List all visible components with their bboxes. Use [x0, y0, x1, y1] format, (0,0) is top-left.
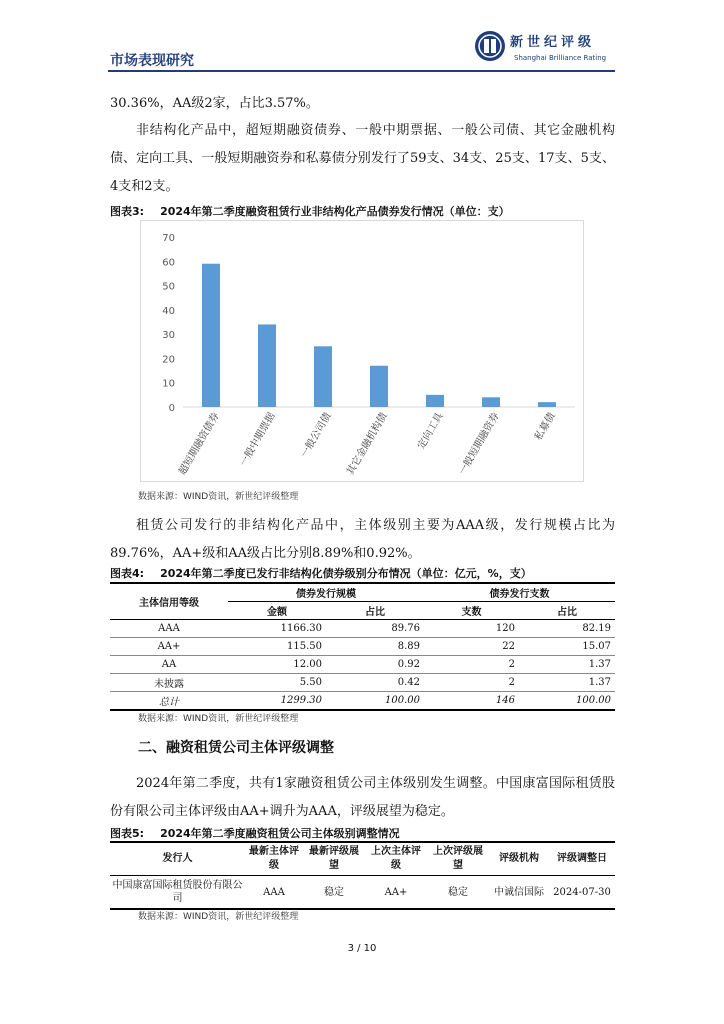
logo: [474, 30, 616, 66]
table4-cell-amount: 1166.30: [228, 620, 326, 638]
table5-header-latest-outlook: 最新评级展望: [303, 842, 365, 876]
figure3-source: 数据来源：WIND资讯，新世纪评级整理: [138, 492, 299, 502]
table5-header-prev-outlook: 上次评级展望: [427, 842, 489, 876]
y-tick-label: 50: [162, 281, 175, 293]
bar: [258, 324, 276, 407]
table4-cell-rating: AA+: [110, 638, 228, 656]
table4-cell-share2: 82.19: [519, 620, 615, 638]
table4-cell-number: 2: [424, 656, 519, 674]
table5-cell-latest-rating: AAA: [263, 886, 285, 898]
table-row: [110, 656, 615, 674]
table4-header-scale: 债券发行规模: [228, 583, 424, 602]
table-row: [110, 620, 615, 638]
figure3-title: 2024年第二季度融资租赁行业非结构化产品债券发行情况（单位：支）: [160, 205, 510, 218]
bar: [370, 366, 388, 407]
table4-cell-share1: 100.00: [385, 695, 420, 706]
table-row: [110, 674, 615, 692]
table4-cell-rating: 总计: [159, 697, 179, 708]
figure3-chart-frame: [140, 220, 584, 482]
figure4-table: [110, 582, 615, 711]
x-tick-label: 超短期融资债券: [177, 411, 222, 478]
y-tick-label: 70: [162, 233, 175, 244]
table4-cell-amount: 12.00: [228, 656, 326, 674]
y-tick-label: 0: [168, 403, 175, 414]
table4-cell-share1: 0.92: [326, 656, 424, 674]
y-tick-label: 30: [162, 330, 175, 342]
table4-cell-rating: AA: [110, 656, 228, 674]
table5-cell-issuer: 中国康富国际租赁股份有限公司: [112, 880, 243, 904]
bar: [314, 346, 332, 407]
table4-header-number: 支数: [424, 602, 519, 620]
table4-header-rating: 主体信用等级: [110, 583, 228, 620]
y-tick-label: 40: [162, 305, 175, 317]
table5-cell-prev-outlook: 稳定: [448, 886, 468, 898]
table4-cell-rating: AAA: [110, 620, 228, 638]
table4-cell-number: 146: [495, 695, 515, 706]
figure4-source: 数据来源：WIND资讯，新世纪评级整理: [138, 714, 299, 724]
paragraph-1: 30.36%，AA级2家，占比3.57%。: [110, 96, 319, 111]
paragraph-4: 2024年第二季度，共有1家融资租赁公司主体级别发生调整。中国康富国际租赁股份有限公司主体评级由AA+调升为AAA，评级展望为稳定。: [110, 776, 615, 819]
table5-cell-latest-outlook: 稳定: [324, 886, 344, 898]
figure5-label: 图表5:: [110, 827, 145, 840]
table4-cell-share2: 15.07: [519, 638, 615, 656]
figure3-label: 图表3:: [110, 205, 145, 218]
figure5-table: [110, 841, 615, 910]
table4-header-amount: 金额: [228, 602, 326, 620]
bar: [482, 397, 500, 407]
table5-header-date: 评级调整日: [549, 842, 615, 876]
table-row-total: [110, 692, 615, 711]
table4-cell-amount: 1299.30: [280, 695, 322, 706]
logo-emblem-icon: [474, 30, 506, 62]
x-tick-label: 私募债: [533, 411, 558, 443]
y-tick-label: 10: [162, 378, 175, 390]
table-row: [110, 638, 615, 656]
table4-cell-number: 22: [424, 638, 519, 656]
x-tick-label: 其它金融机构债: [345, 411, 390, 478]
table4-header-count: 债券发行支数: [424, 583, 615, 602]
table4-cell-amount: 115.50: [228, 638, 326, 656]
y-tick-label: 20: [162, 354, 175, 366]
table4-cell-rating: 未披露: [110, 674, 228, 692]
table4-cell-share1: 89.76: [326, 620, 424, 638]
bar: [538, 402, 556, 407]
logo-text-cn: 新世纪评级: [510, 35, 596, 50]
bar: [202, 264, 220, 407]
section-heading: 二、融资租赁公司主体评级调整: [138, 740, 334, 756]
table5-cell-date: 2024-07-30: [553, 886, 611, 898]
table4-header-share2: 占比: [519, 602, 615, 620]
page-number: 3 / 10: [347, 943, 377, 954]
table5-header-latest-rating: 最新主体评级: [245, 842, 303, 876]
table4-cell-amount: 5.50: [228, 674, 326, 692]
x-tick-label: 一般中期票据: [238, 411, 278, 469]
table4-cell-share2: 1.37: [519, 674, 615, 692]
x-tick-label: 一般公司债: [299, 411, 334, 460]
bar: [426, 395, 444, 407]
table5-cell-agency: 中诚信国际: [494, 886, 544, 898]
figure3-caption: [110, 203, 510, 219]
figure4-label: 图表4:: [110, 567, 145, 580]
figure5-title: 2024年第二季度融资租赁公司主体级别调整情况: [160, 827, 400, 840]
x-tick-label: 定向工具: [416, 411, 446, 452]
figure5-source: 数据来源：WIND资讯，新世纪评级整理: [138, 912, 299, 922]
paragraph-2: 非结构化产品中，超短期融资债券、一般中期票据、一般公司债、其它金融机构债、定向工具、一般短期融资券和私募债分别发行了59支、34支、25支、17支、5支、4支和2支。: [110, 123, 615, 194]
header-title: 市场表现研究: [110, 53, 194, 69]
figure4-caption: [110, 565, 532, 581]
table5-header-prev-rating: 上次主体评级: [365, 842, 427, 876]
figure3-bar-chart: [141, 221, 583, 481]
table5-header-issuer: 发行人: [110, 842, 245, 876]
table4-cell-share2: 100.00: [576, 695, 611, 706]
table4-header-share1: 占比: [326, 602, 424, 620]
figure4-title: 2024年第二季度已发行非结构化债券级别分布情况（单位：亿元，%，支）: [160, 567, 532, 580]
paragraph-3: 租赁公司发行的非结构化产品中，主体级别主要为AAA级，发行规模占比为89.76%，AA+级和AA级占比分别8.89%和0.92%。: [110, 518, 615, 561]
table5-header-agency: 评级机构: [489, 842, 549, 876]
table4-cell-share1: 0.42: [326, 674, 424, 692]
y-tick-label: 60: [162, 257, 175, 269]
figure5-caption: [110, 825, 400, 841]
table-row: [110, 876, 615, 910]
table5-cell-prev-rating: AA+: [384, 886, 408, 898]
table4-cell-number: 120: [424, 620, 519, 638]
header-rule: [108, 70, 615, 72]
x-tick-label: 一般短期融资券: [457, 411, 502, 478]
table4-cell-number: 2: [424, 674, 519, 692]
table4-cell-share1: 8.89: [326, 638, 424, 656]
logo-text-en: Shanghai Brilliance Rating: [514, 54, 607, 62]
table4-cell-share2: 1.37: [519, 656, 615, 674]
